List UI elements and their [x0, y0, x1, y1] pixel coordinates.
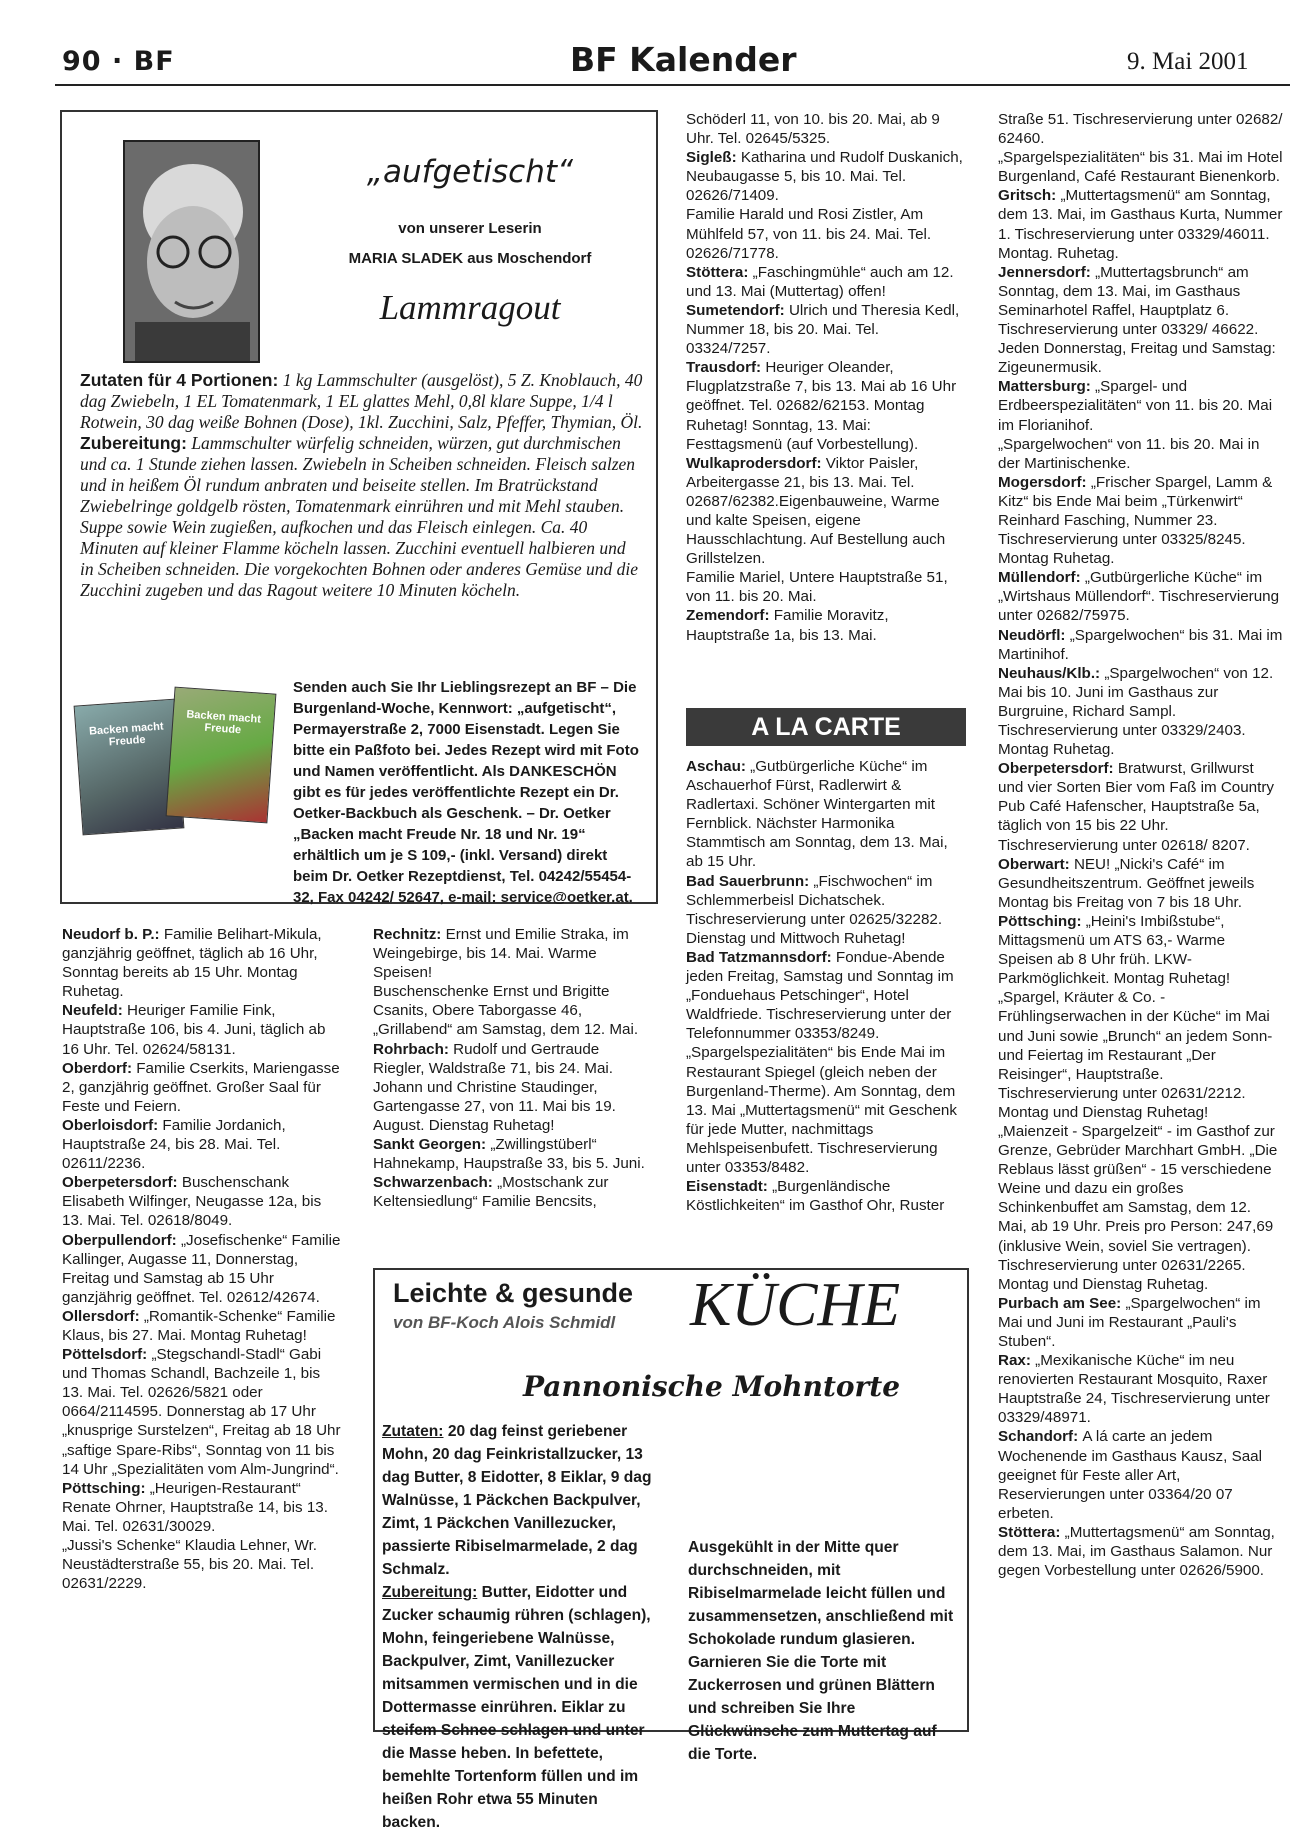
kueche-headline: Leichte & gesunde	[393, 1278, 634, 1308]
listing-text: „Fischwochen“ im Schlemmerbeisl Dichatschek. Tischreservierung unter 02625/32282. Dienstag und Mittwoch Ruhetag!	[686, 872, 943, 947]
listing-text: „Jussi's Schenke“ Klaudia Lehner, Wr. Neustädterstraße 55, bis 20. Mai. Tel. 02631/2229.	[62, 1537, 318, 1593]
listing-text: „Heurigen-Restaurant“ Renate Ohrner, Hauptstraße 14, bis 13. Mai. Tel. 02631/30029.	[62, 1479, 328, 1535]
listing-text: NEU! „Nicki's Café“ im Gesundheitszentrum. Geöffnet jeweils Montag bis Freitag von 7 bis 18 Uhr.	[998, 855, 1255, 911]
listing-entry	[686, 301, 966, 358]
listing-text: A lá carte an jedem Wochenende im Gasthaus Kausz, Saal geeignet für Feste aller Art, Reservierungen unter 03364/20 07 erbeten.	[998, 1428, 1262, 1522]
listing-entry	[686, 1043, 966, 1177]
listing-place: Neudörfl:	[998, 626, 1070, 644]
listing-entry	[998, 1351, 1283, 1427]
listing-entry	[373, 1173, 653, 1211]
listing-place: Rohrbach:	[373, 1040, 454, 1058]
listing-text: Heuriger Familie Fink, Hauptstraße 106, bis 4. Juni, täglich ab 16 Uhr. Tel. 02624/58131.	[62, 1002, 326, 1058]
column-left	[62, 925, 342, 1593]
kueche-prep-text: Butter, Eidotter und Zucker schaumig rühren (schlagen), Mohn, feingeriebene Walnüsse, Backpulver, Zimt, Vanillezucker mitsammen vermischen und in die Dottermasse einrühren. Eiklar zu steifem Schnee schlagen und unter die Masse heben. In befettete, bemehlte Tortenform füllen und im heißen Rohr etwa 55 Minuten backen.	[382, 1584, 651, 1831]
listing-text: „Spargel, Kräuter & Co. - Frühlingserwachen in der Küche“ im Mai und Juni sowie „Brunch“ an jedem Sonn- und Feiertag im Restaurant „Der Reisinger“, Hauptstraße. Tischreservierung unter 02631/2212. Montag und Dienstag Ruhetag!	[998, 989, 1273, 1121]
listing-entry	[998, 988, 1283, 1122]
listing-entry	[686, 148, 966, 205]
listing-place: Schandorf:	[998, 1428, 1083, 1446]
listing-place: Eisenstadt:	[686, 1178, 773, 1196]
listing-text: Heuriger Oleander, Flugplatzstraße 7, bis 13. Mai ab 16 Uhr geöffnet. Tel. 02682/62153. Montag Ruhetag! Sonntag, 13. Mai: Festtagsmenü (auf Vorbestellung).	[686, 359, 957, 453]
listing-text: Familie Cserkits, Mariengasse 2, ganzjährig geöffnet. Großer Saal für Feste und Feiern.	[62, 1059, 340, 1115]
listing-entry	[62, 1173, 342, 1230]
ingredients-label: Zutaten für 4 Portionen:	[80, 370, 279, 390]
listing-entry	[373, 1135, 653, 1173]
listing-entry	[686, 454, 966, 569]
listing-entry	[686, 757, 966, 872]
listing-text: „Zwillingstüberl“ Hahnekamp, Haupstraße 33, bis 5. Juni.	[373, 1136, 645, 1173]
aufgetischt-title: „aufgetischt“	[366, 154, 574, 190]
listing-entry	[686, 110, 966, 148]
listing-text: Viktor Paisler, Arbeitergasse 21, bis 13. Mai. Tel. 02687/62382.Eigenbauweine, Warme und kalte Speisen, eigene Hausschlachtung. Auf Bestellung auch Grillstelzen.	[686, 454, 946, 568]
listing-text: Familie Mariel, Untere Hauptstraße 51, von 11. bis 20. Mai.	[686, 569, 948, 606]
listing-text: „Muttertagsbrunch“ am Sonntag, dem 13. Mai, im Gasthaus Seminarhotel Raffel, Hauptplatz 6. Tischreservierung unter 03329/ 46622. Jeden Donnerstag, Freitag und Samstag: Zigeunermusik.	[998, 263, 1276, 377]
listing-text: „Spargel- und Erdbeerspezialitäten“ von 11. bis 20. Mai im Florianihof.	[998, 378, 1273, 434]
listing-text: „Burgenländische Köstlichkeiten“ im Gasthof Ohr, Ruster	[686, 1178, 945, 1215]
kueche-big-word: KÜCHE	[690, 1271, 901, 1339]
listing-text: „Spargelwochen“ von 12. Mai bis 10. Juni im Gasthaus zur Burgruine, Richard Sampl. Tischreservierung unter 03329/2403. Montag Ruhetag.	[998, 664, 1274, 759]
listing-place: Trausdorf:	[686, 359, 766, 377]
listing-place: Oberpetersdorf:	[998, 760, 1118, 778]
cookbook-label-1: Backen macht Freude	[88, 720, 164, 749]
listing-place: Mattersburg:	[998, 378, 1096, 396]
listing-entry	[62, 1001, 342, 1058]
listing-text: „Josefischenke“ Familie Kallinger, Augasse 11, Donnerstag, Freitag und Samstag ab 15 Uhr ganzjährig geöffnet. Tel. 02612/42674.	[62, 1231, 341, 1306]
listing-place: Mogersdorf:	[998, 473, 1091, 491]
prep-label: Zubereitung:	[80, 433, 187, 453]
listing-entry	[998, 1122, 1283, 1294]
listing-entry	[62, 1231, 342, 1307]
listing-entry	[686, 263, 966, 301]
recipe-text	[80, 370, 643, 601]
listing-text: „Mexikanische Küche“ im neu renovierten Restaurant Mosquito, Raxer Hauptstraße 24, Tischreservierung unter 03329/48971.	[998, 1352, 1270, 1427]
listing-text: „Muttertagsmenü“ am Sonntag, dem 13. Mai, im Gasthaus Kurta, Nummer 1. Tischreservierung unter 03329/46011. Montag. Ruhetag.	[998, 187, 1283, 262]
header-rule	[55, 84, 1290, 86]
listing-text: „Faschingmühle“ auch am 12. und 13. Mai (Muttertag) offen!	[686, 263, 954, 300]
listing-entry	[62, 1059, 342, 1116]
dish-title: Lammragout	[379, 288, 561, 327]
kueche-right-text-1: Ausgekühlt in der Mitte quer durchschneiden, mit Ribiselmarmelade leicht füllen und zusammensetzen, anschließend mit Schokolade rundum glasieren.	[688, 1539, 954, 1648]
listing-text: „Frischer Spargel, Lamm & Kitz“ bis Ende Mai beim „Türkenwirt“ Reinhard Fasching, Nummer 23. Tischreservierung unter 03325/8245. Montag Ruhetag.	[998, 473, 1273, 568]
listing-place: Schwarzenbach:	[373, 1174, 498, 1192]
listing-place: Oberpullendorf:	[62, 1231, 181, 1249]
listing-place: Sankt Georgen:	[373, 1136, 491, 1154]
listing-entry	[998, 912, 1283, 988]
listing-entry	[686, 205, 966, 262]
kueche-ingredients-text: 20 dag feinst geriebener Mohn, 20 dag Feinkristallzucker, 13 dag Butter, 8 Eidotter, 8 Eiklar, 9 dag Walnüsse, 1 Päckchen Backpulver, Zimt, 1 Päckchen Vanillezucker, passierte Ribiselmarmelade, 2 dag Schmalz.	[382, 1423, 652, 1578]
listing-text: „Spargelwochen“ im Mai und Juni im Restaurant „Pauli's Stuben“.	[998, 1294, 1261, 1350]
send-recipe-text: Senden auch Sie Ihr Lieblingsrezept an BF – Die Burgenland-Woche, Kennwort: „aufgetischt“, Permayerstraße 2, 7000 Eisenstadt. Legen Sie bitte ein Paßfoto bei. Jedes Rezept wird mit Foto und Namen veröffentlicht. Als DANKESCHÖN gibt es für jedes veröffentlichte Rezept ein Dr. Oetker-Backbuch als Geschenk. – Dr. Oetker „Backen macht Freude Nr. 18 und Nr. 19“ erhältlich um je S 109,- (inkl. Versand) direkt beim Dr. Oetker Rezeptdienst, Tel. 04242/55454-32, Fax 04242/ 52647, e-mail: service@oetker.at.	[293, 679, 639, 906]
listing-entry	[998, 110, 1283, 148]
listing-entry	[998, 568, 1283, 625]
listing-place: Oberdorf:	[62, 1059, 137, 1077]
listing-place: Zemendorf:	[686, 607, 774, 625]
listing-entry	[998, 186, 1283, 262]
listing-entry	[373, 1078, 653, 1135]
listing-place: Oberpetersdorf:	[62, 1174, 182, 1192]
listing-place: Pöttelsdorf:	[62, 1346, 152, 1364]
listing-text: Buschenschenke Ernst und Brigitte Csanits, Obere Taborgasse 46, „Grillabend“ am Samstag, dem 12. Mai.	[373, 983, 639, 1039]
author-name: MARIA SLADEK aus Moschendorf	[348, 250, 592, 267]
listing-text: Bratwurst, Grillwurst und vier Sorten Bier vom Faß im Country Pub Café Hafenscher, Hauptstraße 5a, täglich von 15 bis 22 Uhr. Tischreservierung unter 02618/ 8207.	[998, 760, 1275, 854]
section-title: BF Kalender	[570, 40, 797, 79]
listing-entry	[998, 148, 1283, 186]
listing-entry	[686, 1177, 966, 1215]
listing-place: Müllendorf:	[998, 569, 1085, 587]
listing-text: „Heini's Imbißstube“, Mittagsmenü um ATS 63,- Warme Speisen ab 8 Uhr früh. LKW-Parkmöglichkeit. Montag Ruhetag!	[998, 912, 1231, 988]
listing-text: „Spargelspezialitäten“ bis 31. Mai im Hotel Burgenland, Café Restaurant Bienenkorb.	[998, 149, 1283, 186]
listing-place: Pöttsching:	[998, 912, 1086, 930]
listing-place: Oberloisdorf:	[62, 1116, 163, 1134]
listing-text: Ernst und Emilie Straka, im Weingebirge, bis 14. Mai. Warme Speisen!	[373, 926, 629, 982]
listing-place: Oberwart:	[998, 855, 1074, 873]
listing-text: „Spargelwochen“ von 11. bis 20. Mai in der Martinischenke.	[998, 435, 1260, 472]
kueche-ingredients-label: Zutaten:	[382, 1423, 444, 1440]
listing-entry	[998, 377, 1283, 434]
issue-date: 9. Mai 2001	[1127, 48, 1249, 75]
kueche-prep-label: Zubereitung:	[382, 1584, 478, 1601]
listing-place: Stöttera:	[998, 1523, 1065, 1541]
listing-entry	[62, 1307, 342, 1345]
listing-entry	[686, 606, 966, 644]
listing-text: „Gutbürgerliche Küche“ im „Wirtshaus Müllendorf“. Tischreservierung unter 02682/75975.	[998, 569, 1280, 625]
column-a-la-carte	[686, 757, 966, 1215]
listing-text: „Mostschank zur Keltensiedlung“ Familie Bencsits,	[373, 1174, 609, 1211]
listing-entry	[998, 664, 1283, 759]
listing-place: Rax:	[998, 1352, 1036, 1370]
listing-place: Sumetendorf:	[686, 301, 789, 319]
listing-place: Neufeld:	[62, 1002, 127, 1020]
listing-place: Gritsch:	[998, 187, 1061, 205]
column-mid-lower	[373, 925, 653, 1211]
kueche-col-left	[382, 1420, 657, 1834]
listing-place: Aschau:	[686, 758, 751, 775]
listing-place: Stöttera:	[686, 263, 753, 281]
listing-text: Familie Belihart-Mikula, ganzjährig geöffnet, täglich ab 16 Uhr, Sonntag bereits ab 15 Uhr. Montag Ruhetag.	[62, 926, 322, 1001]
listing-text: Familie Jordanich, Hauptstraße 24, bis 28. Mai. Tel. 02611/2236.	[62, 1116, 286, 1173]
listing-text: „Maienzeit - Spargelzeit“ - im Gasthof zur Grenze, Gebrüder Marchhart GmbH. „Die Reblaus lässt grüßen“ - 15 verschiedene Weine und dazu ein großes Schinkenbuffet am Samstag, dem 12. Mai, ab 19 Uhr. Preis pro Person: 247,69 (inklusive Wein, soviel Sie vertragen). Tischreservierung unter 02631/2265. Montag und Dienstag Ruhetag.	[998, 1122, 1278, 1293]
author-photo	[123, 140, 260, 363]
listing-entry	[998, 759, 1283, 854]
column-mid-upper	[686, 110, 966, 645]
kueche-right-text-2: Garnieren Sie die Torte mit Zuckerrosen und grünen Blättern und schreiben Sie Ihre Glückwünsche zum Muttertag auf die Torte.	[688, 1654, 937, 1763]
listing-place: Neuhaus/Klb.:	[998, 664, 1105, 682]
listing-entry	[62, 1479, 342, 1536]
listing-place: Jennersdorf:	[998, 263, 1096, 281]
listing-text: Rudolf und Gertraude Riegler, Waldstraße 71, bis 24. Mai.	[373, 1040, 614, 1077]
listing-entry	[62, 1536, 342, 1593]
listing-place: Bad Tatzmannsdorf:	[686, 948, 836, 966]
listing-entry	[686, 358, 966, 453]
listing-entry	[998, 473, 1283, 568]
listing-text: „Spargelspezialitäten“ bis Ende Mai im Restaurant Spiegel (gleich neben der Burgenland-Therme). Am Sonntag, dem 13. Mai „Muttertagsmenü“ mit Geschenk für jede Mutter, nachmittags Mehlspeisenbufett. Tischreservierung unter 03353/8482.	[686, 1044, 957, 1176]
a-la-carte-heading: A LA CARTE	[686, 708, 966, 746]
listing-text: „Spargelwochen“ bis 31. Mai im Martinihof.	[998, 626, 1283, 663]
listing-text: Ulrich und Theresia Kedl, Nummer 18, bis 20. Mai. Tel. 03324/7257.	[686, 301, 960, 358]
listing-text: „Romantik-Schenke“ Familie Klaus, bis 27. Mai. Montag Ruhetag!	[62, 1307, 336, 1344]
by-line: von unserer Leserin	[398, 220, 542, 237]
listing-place: Bad Sauerbrunn:	[686, 872, 814, 890]
listing-entry	[998, 855, 1283, 912]
listing-text: Schöderl 11, von 10. bis 20. Mai, ab 9 Uhr. Tel. 02645/5325.	[686, 111, 940, 148]
listing-entry	[998, 626, 1283, 664]
listing-text: „Stegschandl-Stadl“ Gabi und Thomas Schandl, Bachzeile 1, bis 13. Mai. Tel. 02626/5821 oder 0664/2114595. Donnerstag ab 17 Uhr „knusprige Surstelzen“, Freitag ab 18 Uhr „saftige Spare-Ribs“, Sonntag von 11 bis 14 Uhr „Spezialitäten vom Alm-Jungrind“.	[62, 1346, 341, 1478]
listing-entry	[998, 1294, 1283, 1351]
listing-entry	[686, 568, 966, 606]
listing-place: Sigleß:	[686, 149, 741, 167]
listing-text: Fondue-Abende jeden Freitag, Samstag und Sonntag im „Fonduehaus Petschinger“, Hotel Waldfriede. Tischreservierung unter der Telefonnummer 03353/8249.	[686, 948, 954, 1043]
listing-entry	[62, 925, 342, 1001]
kueche-col-right	[688, 1536, 958, 1766]
portrait-illustration	[125, 142, 258, 361]
listing-text: „Muttertagsmenü“ am Sonntag, dem 13. Mai, im Gasthaus Salamon. Nur gegen Vorbestellung unter 02626/5900.	[998, 1523, 1275, 1580]
listing-place: Pöttsching:	[62, 1479, 150, 1497]
listing-entry	[373, 1040, 653, 1078]
ingredients-text: 1 kg Lammschulter (ausgelöst), 5 Z. Knoblauch, 40 dag Zwiebeln, 1 EL Tomatenmark, 1 EL glattes Mehl, 0,8l klare Suppe, 1/4 l Rotwein, 30 dag weiße Bohnen (Dose), 1kl. Zucchini, Salz, Pfeffer, Thymian, Öl.	[80, 370, 643, 432]
listing-text: Straße 51. Tischreservierung unter 02682/ 62460.	[998, 111, 1283, 148]
listing-text: Familie Moravitz, Hauptstraße 1a, bis 13. Mai.	[686, 607, 889, 644]
listing-entry	[998, 435, 1283, 473]
listing-entry	[998, 1523, 1283, 1580]
listing-text: Buschenschank Elisabeth Wilfinger, Neugasse 12a, bis 13. Mai. Tel. 02618/8049.	[62, 1174, 322, 1230]
listing-place: Purbach am See:	[998, 1294, 1126, 1312]
listing-place: Wulkaprodersdorf:	[686, 454, 826, 472]
page-number: 90 · BF	[62, 46, 175, 77]
listing-entry	[62, 1116, 342, 1173]
listing-place: Neudorf b. P.:	[62, 926, 164, 943]
listing-entry	[373, 925, 653, 982]
listing-entry	[998, 1427, 1283, 1522]
listing-place: Ollersdorf:	[62, 1307, 144, 1325]
listing-text: Johann und Christine Staudinger, Gartengasse 27, von 11. Mai bis 19. August. Dienstag Ruhetag!	[373, 1078, 616, 1134]
kueche-recipe-title: Pannonische Mohntorte	[523, 1370, 901, 1403]
column-right	[998, 110, 1283, 1580]
listing-place: Rechnitz:	[373, 926, 446, 943]
listing-entry	[998, 263, 1283, 378]
listing-entry	[686, 872, 966, 948]
cookbook-label-2: Backen macht Freude	[186, 708, 262, 737]
listing-text: Familie Harald und Rosi Zistler, Am Mühlfeld 57, von 11. bis 24. Mai. Tel. 02626/71778.	[686, 206, 932, 262]
listing-entry	[62, 1345, 342, 1479]
listing-entry	[373, 982, 653, 1039]
listing-text: „Gutbürgerliche Küche“ im Aschauerhof Fürst, Radlerwirt & Radlertaxi. Schöner Wintergarten mit Fernblick. Nächster Harmonika Stammtisch am Sonntag, dem 13. Mai, ab 15 Uhr.	[686, 758, 948, 871]
prep-text: Lammschulter würfelig schneiden, würzen, gut durchmischen und ca. 1 Stunde ziehen lassen. Zwiebeln in Scheiben schneiden. Fleisch salzen und in heißem Öl rundum anbraten und beiseite stellen. Im Bratrückstand Zwiebelringe goldgelb rösten, Tomatenmark einrühren und mit Mehl stauben. Suppe sowie Wein zugießen, aufkochen und das Fleisch einlegen. Ca. 40 Minuten auf kleiner Flamme köcheln lassen. Zucchini eventuell halbieren und in Scheiben schneiden. Die vorgekochten Bohnen oder anderes Gemüse und die Zucchini zugeben und das Ragout weitere 10 Minuten köcheln.	[80, 433, 639, 600]
listing-text: Katharina und Rudolf Duskanich, Neubaugasse 5, bis 10. Mai. Tel. 02626/71409.	[686, 149, 963, 205]
kueche-byline: von BF-Koch Alois Schmidl	[393, 1313, 616, 1332]
listing-entry	[686, 948, 966, 1043]
